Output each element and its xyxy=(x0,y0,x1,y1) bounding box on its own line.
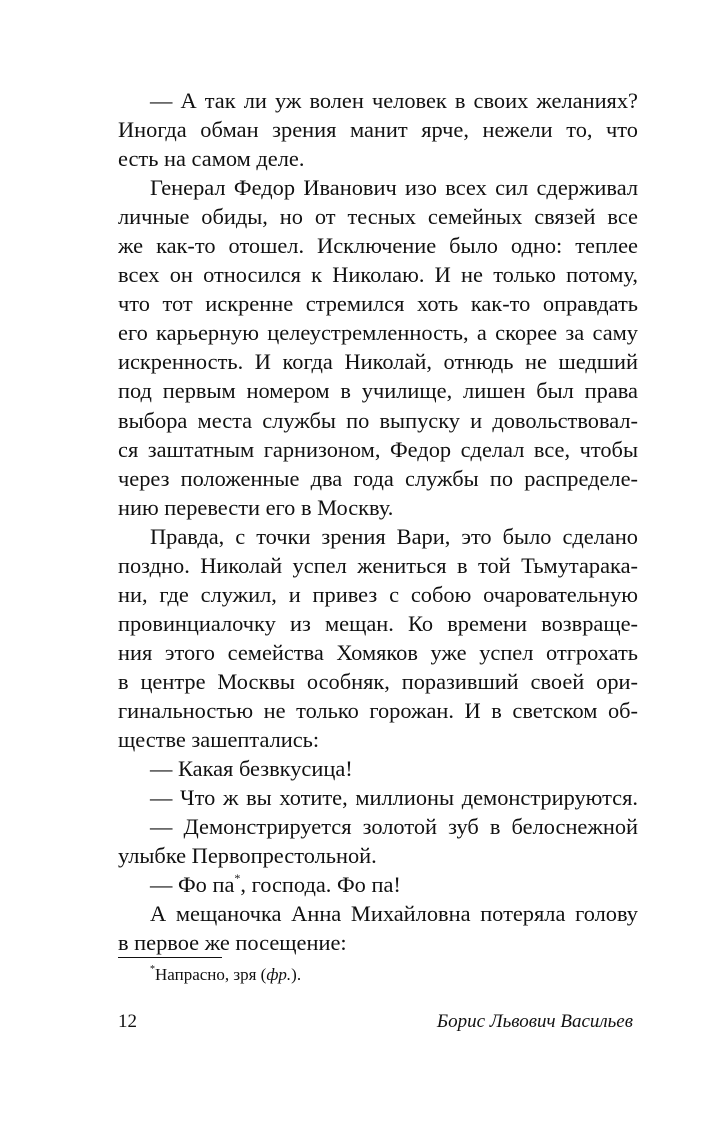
text-line: в центре Москвы особняк, поразивший своей ори- xyxy=(118,668,638,694)
text-line: улыбке Первопрестольной. xyxy=(118,843,377,869)
text-line: что тот искренне стремился хоть как-то оправдать xyxy=(118,291,638,317)
text-line: под первым номером в училище, лишен был права xyxy=(118,378,638,404)
footnote-abbreviation: фр. xyxy=(266,965,292,984)
text-line: — Что ж вы хотите, миллионы демонстрируются. xyxy=(150,785,638,811)
text-line: ния этого семейства Хомяков уже успел отгрохать xyxy=(118,639,638,665)
text-line: выбора места службы по выпуску и довольствовал- xyxy=(118,407,638,433)
text-line: через положенные два года службы по распределе- xyxy=(118,465,638,491)
text-line: Иногда обман зрения манит ярче, нежели то, что xyxy=(118,117,638,143)
text-line: Генерал Федор Иванович изо всех сил сдерживал xyxy=(150,175,638,201)
text-line: провинциалочку из мещан. Ко времени возвраще- xyxy=(118,610,638,636)
text-line: ся заштатным гарнизоном, Федор сделал все, чтобы xyxy=(118,436,638,462)
footnote-text-after: ). xyxy=(291,965,302,984)
body-text xyxy=(118,86,638,957)
running-footer-author: Борис Львович Васильев xyxy=(436,1011,633,1032)
text-line: ни, где служил, и привез с собою очаровательную xyxy=(118,581,638,607)
text-line: ществе зашептались: xyxy=(118,727,320,753)
text-line: — Демонстрируется золотой зуб в белоснежной xyxy=(150,814,638,840)
fo-pa-text: — Фо па xyxy=(150,872,235,898)
text-line: же как-то отошел. Исключение было одно: теплее xyxy=(118,233,638,259)
text-line: искренность. И когда Николай, отнюдь не шедший xyxy=(118,349,638,375)
text-line: в первое же посещение: xyxy=(118,930,347,956)
footnote-mark: * xyxy=(150,964,155,976)
text-line: гинальностью не только горожан. И в светском об- xyxy=(118,697,638,723)
text-line: всех он относился к Николаю. И не только потому, xyxy=(118,262,638,288)
text-line: — А так ли уж волен человек в своих желаниях? xyxy=(150,88,638,113)
text-line: нию перевести его в Москву. xyxy=(118,494,394,520)
footnote xyxy=(150,964,301,986)
text-line: А мещаночка Анна Михайловна потеряла голову xyxy=(150,901,638,927)
footnote-divider xyxy=(118,957,222,958)
text-line: — Какая безвкусица! xyxy=(150,756,353,782)
text-line: личные обиды, но от тесных семейных связей все xyxy=(118,204,638,230)
footnote-text-before: Напрасно, зря ( xyxy=(155,965,267,984)
text-line: Правда, с точки зрения Вари, это было сделано xyxy=(150,523,638,549)
text-line-with-footnote-ref xyxy=(118,870,638,899)
fo-pa-suffix: , господа. Фо па! xyxy=(240,872,401,898)
page-number: 12 xyxy=(118,1011,137,1032)
text-line: поздно. Николай успел жениться в той Тьмутарака- xyxy=(118,552,638,578)
text-line: есть на самом деле. xyxy=(118,146,305,172)
footnote-reference-mark: * xyxy=(234,870,241,885)
text-line: его карьерную целеустремленность, а скорее за саму xyxy=(118,320,638,346)
